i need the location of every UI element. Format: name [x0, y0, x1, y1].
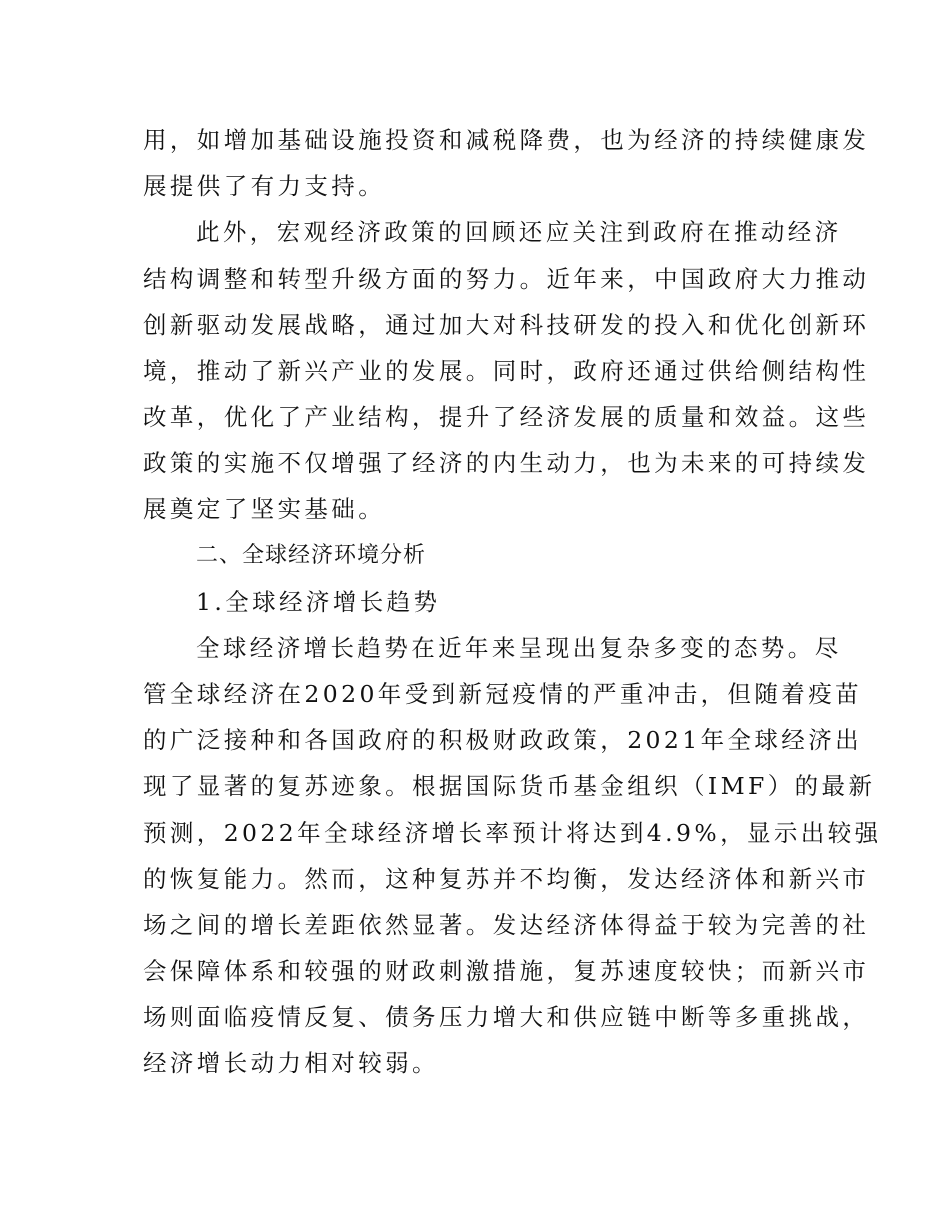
- paragraph-line: 预测，2022年全球经济增长率预计将达到4.9%，显示出较强: [143, 819, 882, 847]
- paragraph-line: 管全球经济在2020年受到新冠疫情的严重冲击，但随着疫苗: [143, 680, 863, 708]
- paragraph-line: 全球经济增长趋势在近年来呈现出复杂多变的态势。尽: [196, 634, 842, 662]
- paragraph-line: 经济增长动力相对较弱。: [143, 1049, 439, 1077]
- paragraph-line: 境，推动了新兴产业的发展。同时，政府还通过供给侧结构性: [143, 357, 870, 385]
- paragraph-line: 的恢复能力。然而，这种复苏并不均衡，发达经济体和新兴市: [143, 865, 870, 893]
- paragraph-line: 展提供了有力支持。: [143, 172, 386, 200]
- paragraph-line: 现了显著的复苏迹象。根据国际货币基金组织（IMF）的最新: [143, 772, 876, 800]
- paragraph-line: 用，如增加基础设施投资和减税降费，也为经济的持续健康发: [143, 126, 870, 154]
- paragraph-line: 场则面临疫情反复、债务压力增大和供应链中断等多重挑战，: [143, 1003, 870, 1031]
- paragraph-line: 创新驱动发展战略，通过加大对科技研发的投入和优化创新环: [143, 311, 870, 339]
- paragraph-line: 改革，优化了产业结构，提升了经济发展的质量和效益。这些: [143, 403, 870, 431]
- paragraph-line: 此外，宏观经济政策的回顾还应关注到政府在推动经济: [196, 218, 842, 246]
- paragraph-line: 政策的实施不仅增强了经济的内生动力，也为未来的可持续发: [143, 449, 870, 477]
- subsection-heading: 1.全球经济增长趋势: [196, 588, 441, 616]
- paragraph-line: 结构调整和转型升级方面的努力。近年来，中国政府大力推动: [143, 265, 870, 293]
- paragraph-line: 的广泛接种和各国政府的积极财政政策，2021年全球经济出: [143, 726, 863, 754]
- section-heading: 二、全球经济环境分析: [196, 543, 427, 568]
- paragraph-line: 会保障体系和较强的财政刺激措施，复苏速度较快；而新兴市: [143, 957, 870, 985]
- paragraph-line: 展奠定了坚实基础。: [143, 495, 386, 523]
- paragraph-line: 场之间的增长差距依然显著。发达经济体得益于较为完善的社: [143, 911, 870, 939]
